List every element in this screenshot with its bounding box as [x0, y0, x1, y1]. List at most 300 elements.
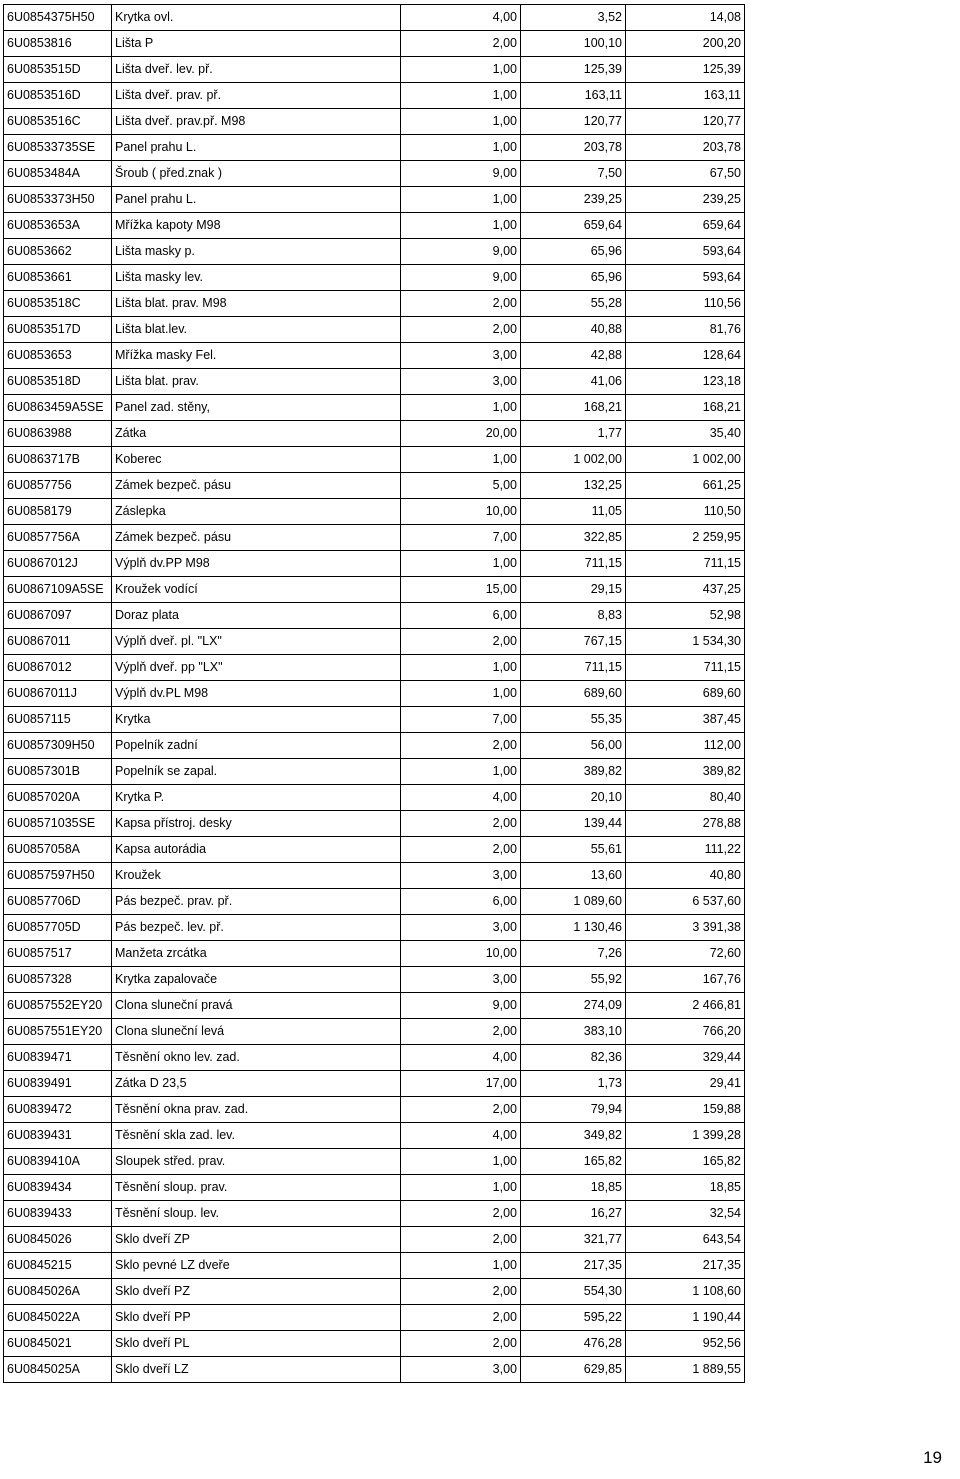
table-row: [4, 1201, 745, 1227]
part-name-cell: Lišta dveř. lev. př.: [112, 57, 401, 83]
unit-price-cell: 165,82: [521, 1149, 626, 1175]
quantity-cell: 3,00: [401, 343, 521, 369]
part-name-cell: Pás bezpeč. lev. př.: [112, 915, 401, 941]
table-row: [4, 759, 745, 785]
part-name-cell: Sklo dveří PL: [112, 1331, 401, 1357]
part-code-cell: 6U0839434: [4, 1175, 112, 1201]
table-row: [4, 967, 745, 993]
part-code-cell: 6U0853373H50: [4, 187, 112, 213]
part-code-cell: 6U0867011: [4, 629, 112, 655]
part-name-cell: Zámek bezpeč. pásu: [112, 473, 401, 499]
total-price-cell: 110,56: [626, 291, 745, 317]
quantity-cell: 3,00: [401, 915, 521, 941]
part-name-cell: Výplň dv.PL M98: [112, 681, 401, 707]
part-name-cell: Lišta blat. prav. M98: [112, 291, 401, 317]
part-code-cell: 6U0853518C: [4, 291, 112, 317]
part-code-cell: 6U0853518D: [4, 369, 112, 395]
part-name-cell: Krytka zapalovače: [112, 967, 401, 993]
table-row: [4, 239, 745, 265]
quantity-cell: 7,00: [401, 525, 521, 551]
part-name-cell: Koberec: [112, 447, 401, 473]
part-code-cell: 6U0845215: [4, 1253, 112, 1279]
unit-price-cell: 595,22: [521, 1305, 626, 1331]
quantity-cell: 1,00: [401, 187, 521, 213]
unit-price-cell: 8,83: [521, 603, 626, 629]
total-price-cell: 6 537,60: [626, 889, 745, 915]
part-code-cell: 6U0845026A: [4, 1279, 112, 1305]
part-code-cell: 6U08571035SE: [4, 811, 112, 837]
total-price-cell: 80,40: [626, 785, 745, 811]
part-name-cell: Těsnění sloup. prav.: [112, 1175, 401, 1201]
unit-price-cell: 168,21: [521, 395, 626, 421]
table-row: [4, 1097, 745, 1123]
table-row: [4, 525, 745, 551]
unit-price-cell: 1 130,46: [521, 915, 626, 941]
part-name-cell: Kroužek: [112, 863, 401, 889]
total-price-cell: 159,88: [626, 1097, 745, 1123]
part-name-cell: Krytka ovl.: [112, 5, 401, 31]
part-code-cell: 6U0853816: [4, 31, 112, 57]
part-name-cell: Lišta dveř. prav. př.: [112, 83, 401, 109]
part-code-cell: 6U0867011J: [4, 681, 112, 707]
total-price-cell: 1 108,60: [626, 1279, 745, 1305]
quantity-cell: 6,00: [401, 889, 521, 915]
table-row: [4, 707, 745, 733]
quantity-cell: 5,00: [401, 473, 521, 499]
total-price-cell: 32,54: [626, 1201, 745, 1227]
total-price-cell: 168,21: [626, 395, 745, 421]
table-row: [4, 993, 745, 1019]
unit-price-cell: 239,25: [521, 187, 626, 213]
unit-price-cell: 349,82: [521, 1123, 626, 1149]
unit-price-cell: 203,78: [521, 135, 626, 161]
part-name-cell: Zátka: [112, 421, 401, 447]
quantity-cell: 2,00: [401, 291, 521, 317]
quantity-cell: 9,00: [401, 239, 521, 265]
unit-price-cell: 711,15: [521, 551, 626, 577]
total-price-cell: 217,35: [626, 1253, 745, 1279]
quantity-cell: 7,00: [401, 707, 521, 733]
table-row: [4, 1149, 745, 1175]
part-name-cell: Krytka P.: [112, 785, 401, 811]
total-price-cell: 120,77: [626, 109, 745, 135]
total-price-cell: 593,64: [626, 265, 745, 291]
table-row: [4, 1071, 745, 1097]
part-code-cell: 6U0857756: [4, 473, 112, 499]
part-name-cell: Kroužek vodící: [112, 577, 401, 603]
table-row: [4, 863, 745, 889]
part-code-cell: 6U0863988: [4, 421, 112, 447]
quantity-cell: 2,00: [401, 1331, 521, 1357]
table-row: [4, 1045, 745, 1071]
part-name-cell: Sklo pevné LZ dveře: [112, 1253, 401, 1279]
part-name-cell: Výplň dveř. pp "LX": [112, 655, 401, 681]
part-name-cell: Záslepka: [112, 499, 401, 525]
unit-price-cell: 132,25: [521, 473, 626, 499]
part-name-cell: Těsnění okna prav. zad.: [112, 1097, 401, 1123]
part-name-cell: Pás bezpeč. prav. př.: [112, 889, 401, 915]
total-price-cell: 389,82: [626, 759, 745, 785]
table-row: [4, 603, 745, 629]
unit-price-cell: 65,96: [521, 239, 626, 265]
part-code-cell: 6U0857597H50: [4, 863, 112, 889]
table-row: [4, 421, 745, 447]
quantity-cell: 1,00: [401, 1253, 521, 1279]
part-code-cell: 6U0863717B: [4, 447, 112, 473]
unit-price-cell: 163,11: [521, 83, 626, 109]
part-code-cell: 6U0839431: [4, 1123, 112, 1149]
quantity-cell: 1,00: [401, 395, 521, 421]
total-price-cell: 200,20: [626, 31, 745, 57]
part-code-cell: 6U0853662: [4, 239, 112, 265]
part-name-cell: Clona sluneční levá: [112, 1019, 401, 1045]
table-row: [4, 499, 745, 525]
part-code-cell: 6U0857706D: [4, 889, 112, 915]
part-name-cell: Sloupek střed. prav.: [112, 1149, 401, 1175]
part-code-cell: 6U0857756A: [4, 525, 112, 551]
unit-price-cell: 120,77: [521, 109, 626, 135]
total-price-cell: 3 391,38: [626, 915, 745, 941]
total-price-cell: 18,85: [626, 1175, 745, 1201]
total-price-cell: 14,08: [626, 5, 745, 31]
unit-price-cell: 1,73: [521, 1071, 626, 1097]
table-row: [4, 369, 745, 395]
part-name-cell: Panel zad. stěny,: [112, 395, 401, 421]
part-name-cell: Těsnění okno lev. zad.: [112, 1045, 401, 1071]
part-name-cell: Zátka D 23,5: [112, 1071, 401, 1097]
part-code-cell: 6U0853515D: [4, 57, 112, 83]
unit-price-cell: 139,44: [521, 811, 626, 837]
table-row: [4, 915, 745, 941]
quantity-cell: 9,00: [401, 993, 521, 1019]
table-row: [4, 1279, 745, 1305]
quantity-cell: 2,00: [401, 1019, 521, 1045]
part-code-cell: 6U0857309H50: [4, 733, 112, 759]
total-price-cell: 203,78: [626, 135, 745, 161]
part-name-cell: Sklo dveří PP: [112, 1305, 401, 1331]
table-row: [4, 109, 745, 135]
quantity-cell: 1,00: [401, 1175, 521, 1201]
quantity-cell: 3,00: [401, 967, 521, 993]
total-price-cell: 661,25: [626, 473, 745, 499]
quantity-cell: 20,00: [401, 421, 521, 447]
table-row: [4, 31, 745, 57]
part-code-cell: 6U0839491: [4, 1071, 112, 1097]
quantity-cell: 9,00: [401, 161, 521, 187]
total-price-cell: 1 534,30: [626, 629, 745, 655]
quantity-cell: 1,00: [401, 1149, 521, 1175]
unit-price-cell: 1 089,60: [521, 889, 626, 915]
part-code-cell: 6U0858179: [4, 499, 112, 525]
quantity-cell: 4,00: [401, 785, 521, 811]
quantity-cell: 4,00: [401, 5, 521, 31]
part-code-cell: 6U0853484A: [4, 161, 112, 187]
total-price-cell: 239,25: [626, 187, 745, 213]
part-name-cell: Lišta blat.lev.: [112, 317, 401, 343]
quantity-cell: 1,00: [401, 655, 521, 681]
part-code-cell: 6U0845025A: [4, 1357, 112, 1383]
part-code-cell: 6U0845021: [4, 1331, 112, 1357]
part-code-cell: 6U0839471: [4, 1045, 112, 1071]
unit-price-cell: 125,39: [521, 57, 626, 83]
part-name-cell: Mřížka kapoty M98: [112, 213, 401, 239]
total-price-cell: 29,41: [626, 1071, 745, 1097]
table-row: [4, 811, 745, 837]
table-row: [4, 83, 745, 109]
total-price-cell: 1 190,44: [626, 1305, 745, 1331]
part-name-cell: Zámek bezpeč. pásu: [112, 525, 401, 551]
part-name-cell: Sklo dveří ZP: [112, 1227, 401, 1253]
quantity-cell: 1,00: [401, 135, 521, 161]
unit-price-cell: 55,35: [521, 707, 626, 733]
table-row: [4, 473, 745, 499]
quantity-cell: 6,00: [401, 603, 521, 629]
table-row: [4, 447, 745, 473]
unit-price-cell: 41,06: [521, 369, 626, 395]
total-price-cell: 689,60: [626, 681, 745, 707]
table-row: [4, 551, 745, 577]
total-price-cell: 1 002,00: [626, 447, 745, 473]
table-row: [4, 291, 745, 317]
total-price-cell: 111,22: [626, 837, 745, 863]
unit-price-cell: 82,36: [521, 1045, 626, 1071]
quantity-cell: 1,00: [401, 109, 521, 135]
table-row: [4, 1227, 745, 1253]
part-code-cell: 6U0845022A: [4, 1305, 112, 1331]
unit-price-cell: 689,60: [521, 681, 626, 707]
quantity-cell: 2,00: [401, 31, 521, 57]
quantity-cell: 2,00: [401, 1279, 521, 1305]
total-price-cell: 123,18: [626, 369, 745, 395]
total-price-cell: 72,60: [626, 941, 745, 967]
part-code-cell: 6U0853516C: [4, 109, 112, 135]
quantity-cell: 10,00: [401, 499, 521, 525]
quantity-cell: 2,00: [401, 629, 521, 655]
part-name-cell: Výplň dveř. pl. "LX": [112, 629, 401, 655]
part-name-cell: Lišta dveř. prav.př. M98: [112, 109, 401, 135]
total-price-cell: 659,64: [626, 213, 745, 239]
unit-price-cell: 274,09: [521, 993, 626, 1019]
table-row: [4, 57, 745, 83]
total-price-cell: 1 889,55: [626, 1357, 745, 1383]
unit-price-cell: 7,50: [521, 161, 626, 187]
unit-price-cell: 629,85: [521, 1357, 626, 1383]
part-name-cell: Lišta masky p.: [112, 239, 401, 265]
quantity-cell: 2,00: [401, 733, 521, 759]
unit-price-cell: 16,27: [521, 1201, 626, 1227]
unit-price-cell: 659,64: [521, 213, 626, 239]
part-name-cell: Krytka: [112, 707, 401, 733]
table-row: [4, 187, 745, 213]
unit-price-cell: 18,85: [521, 1175, 626, 1201]
unit-price-cell: 42,88: [521, 343, 626, 369]
table-row: [4, 265, 745, 291]
quantity-cell: 9,00: [401, 265, 521, 291]
unit-price-cell: 40,88: [521, 317, 626, 343]
part-code-cell: 6U0867109A5SE: [4, 577, 112, 603]
parts-table-body: [4, 5, 745, 1383]
part-code-cell: 6U0857551EY20: [4, 1019, 112, 1045]
quantity-cell: 1,00: [401, 551, 521, 577]
unit-price-cell: 55,92: [521, 967, 626, 993]
unit-price-cell: 20,10: [521, 785, 626, 811]
unit-price-cell: 79,94: [521, 1097, 626, 1123]
quantity-cell: 2,00: [401, 1227, 521, 1253]
unit-price-cell: 711,15: [521, 655, 626, 681]
quantity-cell: 10,00: [401, 941, 521, 967]
table-row: [4, 785, 745, 811]
part-code-cell: 6U0853661: [4, 265, 112, 291]
part-code-cell: 6U0857517: [4, 941, 112, 967]
page-number: 19: [923, 1448, 942, 1467]
quantity-cell: 1,00: [401, 447, 521, 473]
unit-price-cell: 767,15: [521, 629, 626, 655]
unit-price-cell: 11,05: [521, 499, 626, 525]
part-name-cell: Šroub ( před.znak ): [112, 161, 401, 187]
part-name-cell: Sklo dveří PZ: [112, 1279, 401, 1305]
total-price-cell: 67,50: [626, 161, 745, 187]
total-price-cell: 593,64: [626, 239, 745, 265]
part-code-cell: 6U0857020A: [4, 785, 112, 811]
table-row: [4, 317, 745, 343]
part-name-cell: Lišta blat. prav.: [112, 369, 401, 395]
part-code-cell: 6U0857552EY20: [4, 993, 112, 1019]
quantity-cell: 4,00: [401, 1123, 521, 1149]
part-name-cell: Lišta P: [112, 31, 401, 57]
part-name-cell: Kapsa přístroj. desky: [112, 811, 401, 837]
part-name-cell: Popelník zadní: [112, 733, 401, 759]
part-code-cell: 6U0839410A: [4, 1149, 112, 1175]
table-row: [4, 1331, 745, 1357]
table-row: [4, 655, 745, 681]
unit-price-cell: 322,85: [521, 525, 626, 551]
quantity-cell: 1,00: [401, 83, 521, 109]
part-name-cell: Mřížka masky Fel.: [112, 343, 401, 369]
part-name-cell: Clona sluneční pravá: [112, 993, 401, 1019]
table-row: [4, 135, 745, 161]
unit-price-cell: 1 002,00: [521, 447, 626, 473]
part-code-cell: 6U0857328: [4, 967, 112, 993]
part-name-cell: Kapsa autorádia: [112, 837, 401, 863]
table-row: [4, 837, 745, 863]
part-name-cell: Manžeta zrcátka: [112, 941, 401, 967]
unit-price-cell: 321,77: [521, 1227, 626, 1253]
part-name-cell: Výplň dv.PP M98: [112, 551, 401, 577]
part-code-cell: 6U0845026: [4, 1227, 112, 1253]
part-name-cell: Sklo dveří LZ: [112, 1357, 401, 1383]
total-price-cell: 81,76: [626, 317, 745, 343]
total-price-cell: 35,40: [626, 421, 745, 447]
quantity-cell: 1,00: [401, 57, 521, 83]
table-row: [4, 1019, 745, 1045]
table-row: [4, 1305, 745, 1331]
quantity-cell: 3,00: [401, 863, 521, 889]
total-price-cell: 40,80: [626, 863, 745, 889]
table-row: [4, 343, 745, 369]
part-code-cell: 6U0839433: [4, 1201, 112, 1227]
part-code-cell: 6U0867097: [4, 603, 112, 629]
unit-price-cell: 56,00: [521, 733, 626, 759]
quantity-cell: 2,00: [401, 317, 521, 343]
unit-price-cell: 29,15: [521, 577, 626, 603]
part-code-cell: 6U0857115: [4, 707, 112, 733]
part-name-cell: Těsnění sloup. lev.: [112, 1201, 401, 1227]
unit-price-cell: 100,10: [521, 31, 626, 57]
part-code-cell: 6U0839472: [4, 1097, 112, 1123]
total-price-cell: 165,82: [626, 1149, 745, 1175]
unit-price-cell: 3,52: [521, 5, 626, 31]
table-row: [4, 733, 745, 759]
unit-price-cell: 55,61: [521, 837, 626, 863]
part-code-cell: 6U0854375H50: [4, 5, 112, 31]
quantity-cell: 1,00: [401, 759, 521, 785]
total-price-cell: 766,20: [626, 1019, 745, 1045]
unit-price-cell: 217,35: [521, 1253, 626, 1279]
total-price-cell: 711,15: [626, 551, 745, 577]
table-row: [4, 889, 745, 915]
total-price-cell: 952,56: [626, 1331, 745, 1357]
total-price-cell: 110,50: [626, 499, 745, 525]
part-code-cell: 6U0853653A: [4, 213, 112, 239]
table-row: [4, 681, 745, 707]
total-price-cell: 278,88: [626, 811, 745, 837]
parts-table: [3, 4, 745, 1383]
part-code-cell: 6U0867012J: [4, 551, 112, 577]
table-row: [4, 1123, 745, 1149]
total-price-cell: 2 259,95: [626, 525, 745, 551]
table-row: [4, 577, 745, 603]
quantity-cell: 1,00: [401, 681, 521, 707]
unit-price-cell: 55,28: [521, 291, 626, 317]
table-row: [4, 213, 745, 239]
part-code-cell: 6U0867012: [4, 655, 112, 681]
part-name-cell: Doraz plata: [112, 603, 401, 629]
part-code-cell: 6U08533735SE: [4, 135, 112, 161]
quantity-cell: 4,00: [401, 1045, 521, 1071]
unit-price-cell: 65,96: [521, 265, 626, 291]
part-name-cell: Těsnění skla zad. lev.: [112, 1123, 401, 1149]
quantity-cell: 17,00: [401, 1071, 521, 1097]
total-price-cell: 1 399,28: [626, 1123, 745, 1149]
unit-price-cell: 1,77: [521, 421, 626, 447]
quantity-cell: 2,00: [401, 837, 521, 863]
table-row: [4, 1175, 745, 1201]
unit-price-cell: 7,26: [521, 941, 626, 967]
total-price-cell: 112,00: [626, 733, 745, 759]
part-code-cell: 6U0857301B: [4, 759, 112, 785]
unit-price-cell: 389,82: [521, 759, 626, 785]
part-code-cell: 6U0853516D: [4, 83, 112, 109]
part-name-cell: Lišta masky lev.: [112, 265, 401, 291]
table-row: [4, 941, 745, 967]
quantity-cell: 2,00: [401, 1305, 521, 1331]
total-price-cell: 387,45: [626, 707, 745, 733]
total-price-cell: 329,44: [626, 1045, 745, 1071]
part-code-cell: 6U0857058A: [4, 837, 112, 863]
part-code-cell: 6U0853517D: [4, 317, 112, 343]
quantity-cell: 2,00: [401, 1097, 521, 1123]
part-name-cell: Popelník se zapal.: [112, 759, 401, 785]
total-price-cell: 437,25: [626, 577, 745, 603]
quantity-cell: 15,00: [401, 577, 521, 603]
unit-price-cell: 554,30: [521, 1279, 626, 1305]
total-price-cell: 52,98: [626, 603, 745, 629]
unit-price-cell: 383,10: [521, 1019, 626, 1045]
table-row: [4, 1253, 745, 1279]
part-name-cell: Panel prahu L.: [112, 135, 401, 161]
table-row: [4, 629, 745, 655]
part-code-cell: 6U0863459A5SE: [4, 395, 112, 421]
